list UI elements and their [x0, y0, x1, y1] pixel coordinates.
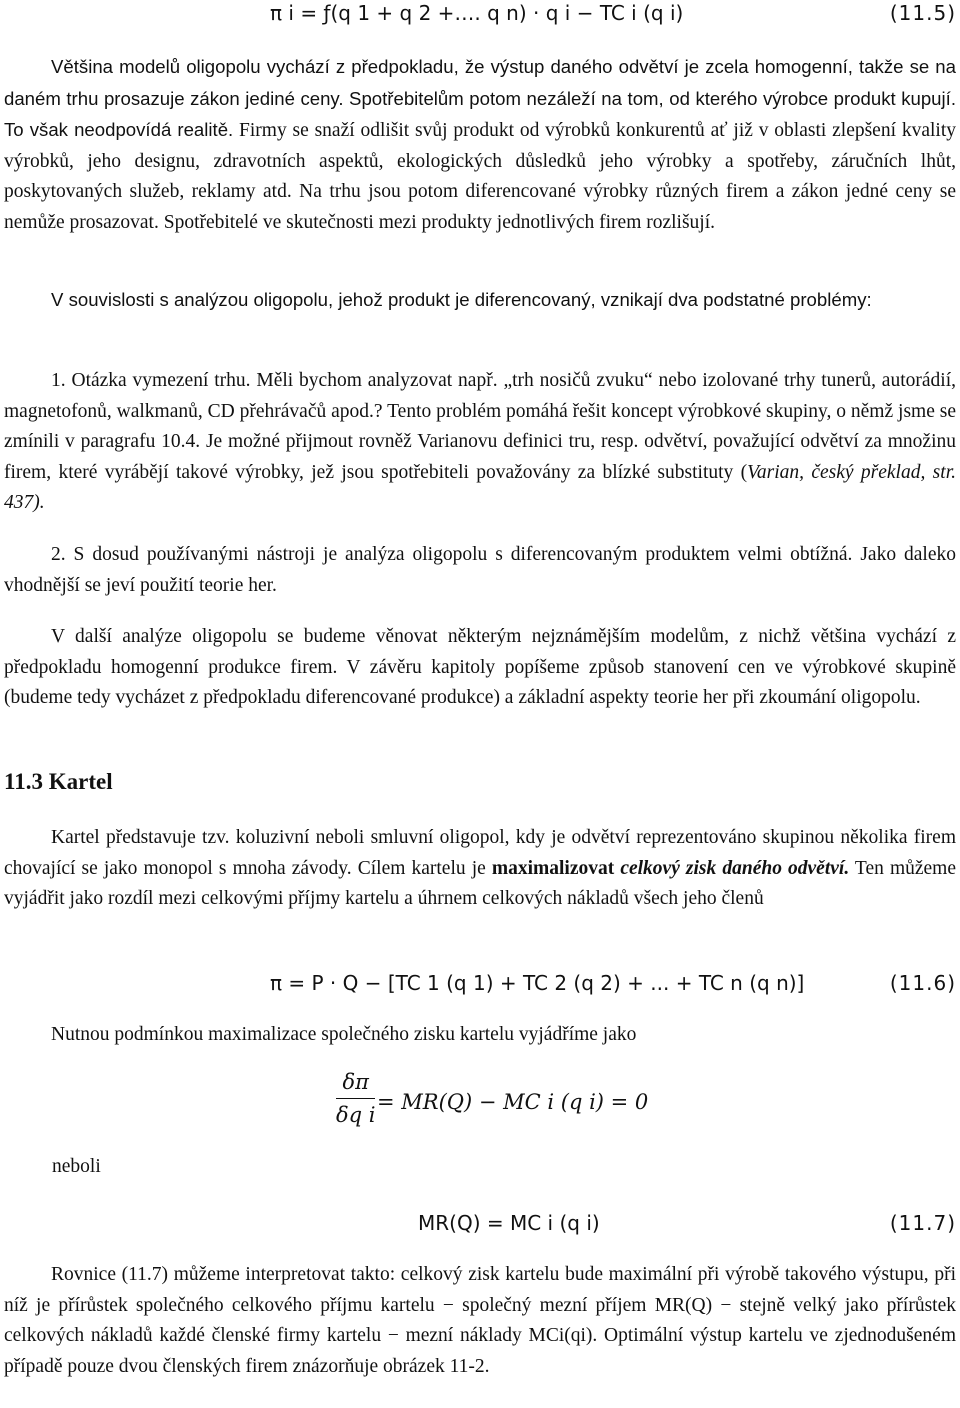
paragraph-homogenous-output — [4, 52, 956, 238]
equation-11-7-formula: MR(Q) = MC i (q i) — [418, 1211, 600, 1235]
kartel-bold-phrase: maximalizovat — [491, 857, 615, 879]
kartel-text-after: Ten můžeme vyjádřit jako rozdíl mezi celkovými příjmy kartelu a úhrnem celkových nákladů všech jeho členů — [4, 857, 957, 909]
equation-11-5-number: (11.5) — [889, 1, 956, 25]
paragraph-interpretation: Rovnice (11.7) můžeme interpretovat takto: celkový zisk kartelu bude maximální při výrobě takového výstupu, při níž je přírůstek společného celkového příjmu kartelu − společný mezní příjem MR(Q) − stejně velký jako přírůstek celkových nákladů každé členské firmy kartelu − mezní náklady MCi(qi). Optimální výstup kartelu ve zjednodušeném případě pouze dvou členských firem znázorňuje obrázek 11-2. — [4, 1264, 956, 1377]
fraction-denominator: δq i — [336, 1103, 376, 1127]
paragraph-kartel — [4, 823, 956, 915]
paragraph-sans-part: Většina modelů oligopolu vychází z předpokladu, že výstup daného odvětví je zcela homogenní, takže se na daném trhu prosazuje zákon jediné ceny. Spotřebitelům potom nezáleží na tom, od kterého výrobce produkt kupují. To však neodpovídá realitě. — [4, 56, 956, 140]
kartel-bold-italic-phrase: celkový zisk daného odvětví. — [620, 857, 850, 879]
list-item-2: 2. S dosud používanými nástroji je analýza oligopolu s diferencovaným produktem velmi obtížná. Jako daleko vhodnější se jeví použití teorie her. — [4, 544, 956, 596]
derivative-fraction — [336, 1068, 375, 1129]
fraction-numerator: δπ — [336, 1068, 375, 1099]
section-heading: 11.3 Kartel — [4, 769, 113, 794]
list-item-1 — [4, 366, 956, 519]
equation-11-7-number: (11.7) — [889, 1211, 956, 1235]
equation-11-6 — [270, 970, 804, 996]
equation-11-6-formula: π = P · Q − [TC 1 (q 1) + TC 2 (q 2) + ... + TC n (q n)] — [270, 971, 805, 995]
list-item-1-citation: Varian, český překlad, str. 437). — [4, 461, 956, 513]
paragraph-serif-part: Firmy se snaží odlišit svůj produkt od výrobků konkurentů ať již v oblasti zlepšení kvality výrobků, jeho designu, zdravotních aspektů, ekologických důsledků jeho výrobky a spotřeby, záručních lhůt, poskytovaných služeb, reklamy atd. Na trhu jsou potom diferencované výrobky různých firem a zákon jedné ceny se nemůže prosazovat. Spotřebitelé ve skutečnosti mezi produkty jednotlivých firem rozlišují. — [4, 120, 956, 233]
label-neboli: neboli — [52, 1156, 101, 1177]
paragraph-next-analysis: V další analýze oligopolu se budeme věnovat některým nejznámějším modelům, z nichž většina vychází z předpokladu homogenní produkce firem. V závěru kapitoly popíšeme způsob stanovení cen ve výrobkové skupině (budeme tedy vycházet z předpokladu diferencované produkce) a základní aspekty teorie her při zkoumání oligopolu. — [4, 626, 956, 708]
equation-11-6-number: (11.6) — [889, 971, 956, 995]
paragraph-two-problems: V souvislosti s analýzou oligopolu, jehož produkt je diferencovaný, vznikají dva podstatné problémy: — [51, 289, 872, 310]
kartel-text-before: Kartel představuje tzv. koluzivní neboli smluvní oligopol, kdy je odvětví reprezentováno skupinou několika firem chovající se jako monopol s mnoha závody. Cílem kartelu je — [4, 827, 956, 879]
equation-11-5-formula: π i = ƒ(q 1 + q 2 +…. q n) · q i − TC i (q i) — [270, 1, 684, 25]
paragraph-condition: Nutnou podmínkou maximalizace společného zisku kartelu vyjádříme jako — [51, 1024, 637, 1045]
list-item-1-text: 1. Otázka vymezení trhu. Měli bychom analyzovat např. „trh nosičů zvuku“ nebo izolované trhy tunerů, autorádií, magnetofonů, walkmanů, CD přehrávačů apod.? Tento problém pomáhá řešit koncept výrobkové skupiny, o němž jsme se zmínili v paragrafu 10.4. Je možné přijmout rovněž Varianovu definici tru, resp. odvětví, považující odvětví za množinu firem, které vyrábějí takové výrobky, jež jsou spotřebiteli považovány za blízké substituty ( — [4, 370, 956, 483]
equation-11-7 — [418, 1210, 600, 1236]
equation-11-5 — [270, 0, 683, 26]
derivative-right-side: = MR(Q) − MC i (q i) = 0 — [377, 1090, 649, 1114]
